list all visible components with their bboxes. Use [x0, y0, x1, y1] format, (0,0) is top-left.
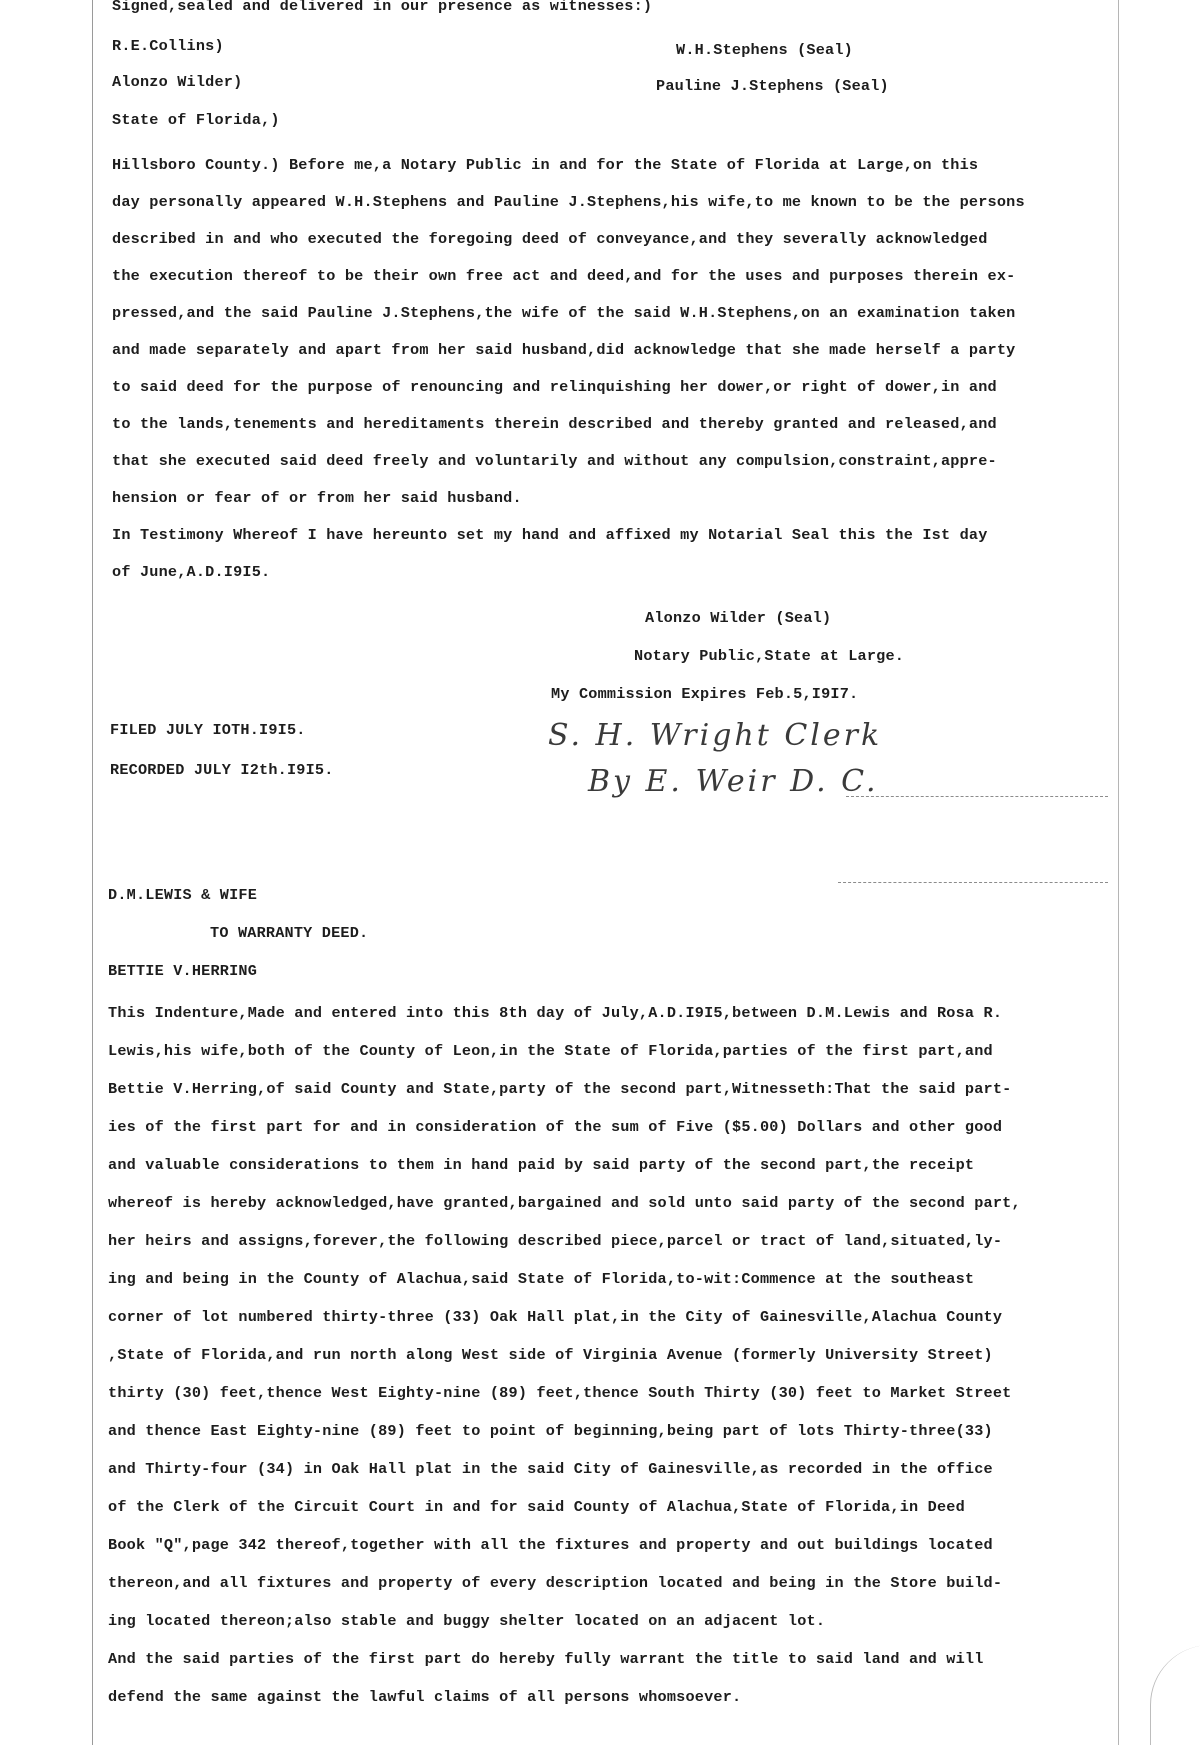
deed-body-line: ,State of Florida,and run north along West side of Virginia Avenue (formerly University Street): [108, 1346, 993, 1364]
deed-body-line: Lewis,his wife,both of the County of Leon,in the State of Florida,parties of the first part,and: [108, 1042, 993, 1060]
warranty-line: And the said parties of the first part do hereby fully warrant the title to said land and will: [108, 1650, 984, 1668]
right-margin-rule: [1118, 0, 1119, 1745]
grantor-signature: W.H.Stephens (Seal): [676, 41, 853, 59]
grantee-heading: BETTIE V.HERRING: [108, 962, 258, 980]
testimony-line: of June,A.D.I9I5.: [112, 563, 271, 581]
page-curl: [1150, 1645, 1200, 1745]
acknowledgment-line: hension or fear of or from her said husband.: [112, 489, 522, 507]
deed-body-line: ies of the first part for and in consideration of the sum of Five ($5.00) Dollars and other good: [108, 1118, 1003, 1136]
deed-body-line: Bettie V.Herring,of said County and State,party of the second part,Witnesseth:That the said part-: [108, 1080, 1012, 1098]
deed-body-line: This Indenture,Made and entered into this 8th day of July,A.D.I9I5,between D.M.Lewis and Rosa R.: [108, 1004, 1003, 1022]
deputy-clerk-signature: By E. Weir D. C.: [588, 764, 879, 799]
acknowledgment-line: pressed,and the said Pauline J.Stephens,the wife of the said W.H.Stephens,on an examination taken: [112, 304, 1016, 322]
grantor-signature: Pauline J.Stephens (Seal): [656, 77, 889, 95]
filed-date: FILED JULY IOTH.I9I5.: [110, 721, 306, 739]
notary-name: Alonzo Wilder (Seal): [645, 609, 832, 627]
deed-body-line: thereon,and all fixtures and property of every description located and being in the Store build-: [108, 1574, 1003, 1592]
deed-body-line: ing and being in the County of Alachua,said State of Florida,to-wit:Commence at the southeast: [108, 1270, 975, 1288]
deed-body-line: whereof is hereby acknowledged,have granted,bargained and sold unto said party of the second part,: [108, 1194, 1021, 1212]
acknowledgment-line: and made separately and apart from her said husband,did acknowledge that she made herself a party: [112, 341, 1016, 359]
separator-rule: [838, 882, 1108, 883]
recorded-date: RECORDED JULY I2th.I9I5.: [110, 761, 334, 779]
acknowledgment-line: the execution thereof to be their own free act and deed,and for the uses and purposes therein ex-: [112, 267, 1016, 285]
deed-body-line: thirty (30) feet,thence West Eighty-nine (89) feet,thence South Thirty (30) feet to Market Street: [108, 1384, 1012, 1402]
witness-name: R.E.Collins): [112, 37, 224, 55]
notary-commission: My Commission Expires Feb.5,I9I7.: [551, 685, 859, 703]
acknowledgment-line: day personally appeared W.H.Stephens and Pauline J.Stephens,his wife,to me known to be the persons: [112, 193, 1025, 211]
acknowledgment-line: Hillsboro County.) Before me,a Notary Public in and for the State of Florida at Large,on this: [112, 156, 979, 174]
acknowledgment-line: described in and who executed the foregoing deed of conveyance,and they severally acknowledged: [112, 230, 988, 248]
separator-rule: [846, 796, 1108, 797]
witness-name: Alonzo Wilder): [112, 73, 243, 91]
acknowledgment-line: that she executed said deed freely and voluntarily and without any compulsion,constraint,appre-: [112, 452, 997, 470]
deed-body-line: her heirs and assigns,forever,the following described piece,parcel or tract of land,situated,ly-: [108, 1232, 1003, 1250]
acknowledgment-line: to the lands,tenements and hereditaments therein described and thereby granted and released,and: [112, 415, 997, 433]
testimony-line: In Testimony Whereof I have hereunto set my hand and affixed my Notarial Seal this the Ist day: [112, 526, 988, 544]
deed-body-line: and Thirty-four (34) in Oak Hall plat in the said City of Gainesville,as recorded in the office: [108, 1460, 993, 1478]
deed-body-line: ing located thereon;also stable and buggy shelter located on an adjacent lot.: [108, 1612, 826, 1630]
deed-type-heading: TO WARRANTY DEED.: [210, 924, 369, 942]
warranty-line: defend the same against the lawful claims of all persons whomsoever.: [108, 1688, 742, 1706]
deed-body-line: of the Clerk of the Circuit Court in and for said County of Alachua,State of Florida,in Deed: [108, 1498, 965, 1516]
deed-body-line: Book "Q",page 342 thereof,together with all the fixtures and property and out buildings located: [108, 1536, 993, 1554]
venue-state: State of Florida,): [112, 111, 280, 129]
left-margin-rule: [92, 0, 93, 1745]
witness-header: Signed,sealed and delivered in our presence as witnesses:): [112, 0, 653, 15]
notary-title: Notary Public,State at Large.: [634, 647, 905, 665]
acknowledgment-line: to said deed for the purpose of renouncing and relinquishing her dower,or right of dower,in and: [112, 378, 997, 396]
deed-body-line: and thence East Eighty-nine (89) feet to point of beginning,being part of lots Thirty-three(33): [108, 1422, 993, 1440]
deed-body-line: corner of lot numbered thirty-three (33) Oak Hall plat,in the City of Gainesville,Alachua County: [108, 1308, 1003, 1326]
deed-body-line: and valuable considerations to them in hand paid by said party of the second part,the receipt: [108, 1156, 975, 1174]
grantor-heading: D.M.LEWIS & WIFE: [108, 886, 258, 904]
clerk-signature: S. H. Wright Clerk: [548, 718, 883, 753]
